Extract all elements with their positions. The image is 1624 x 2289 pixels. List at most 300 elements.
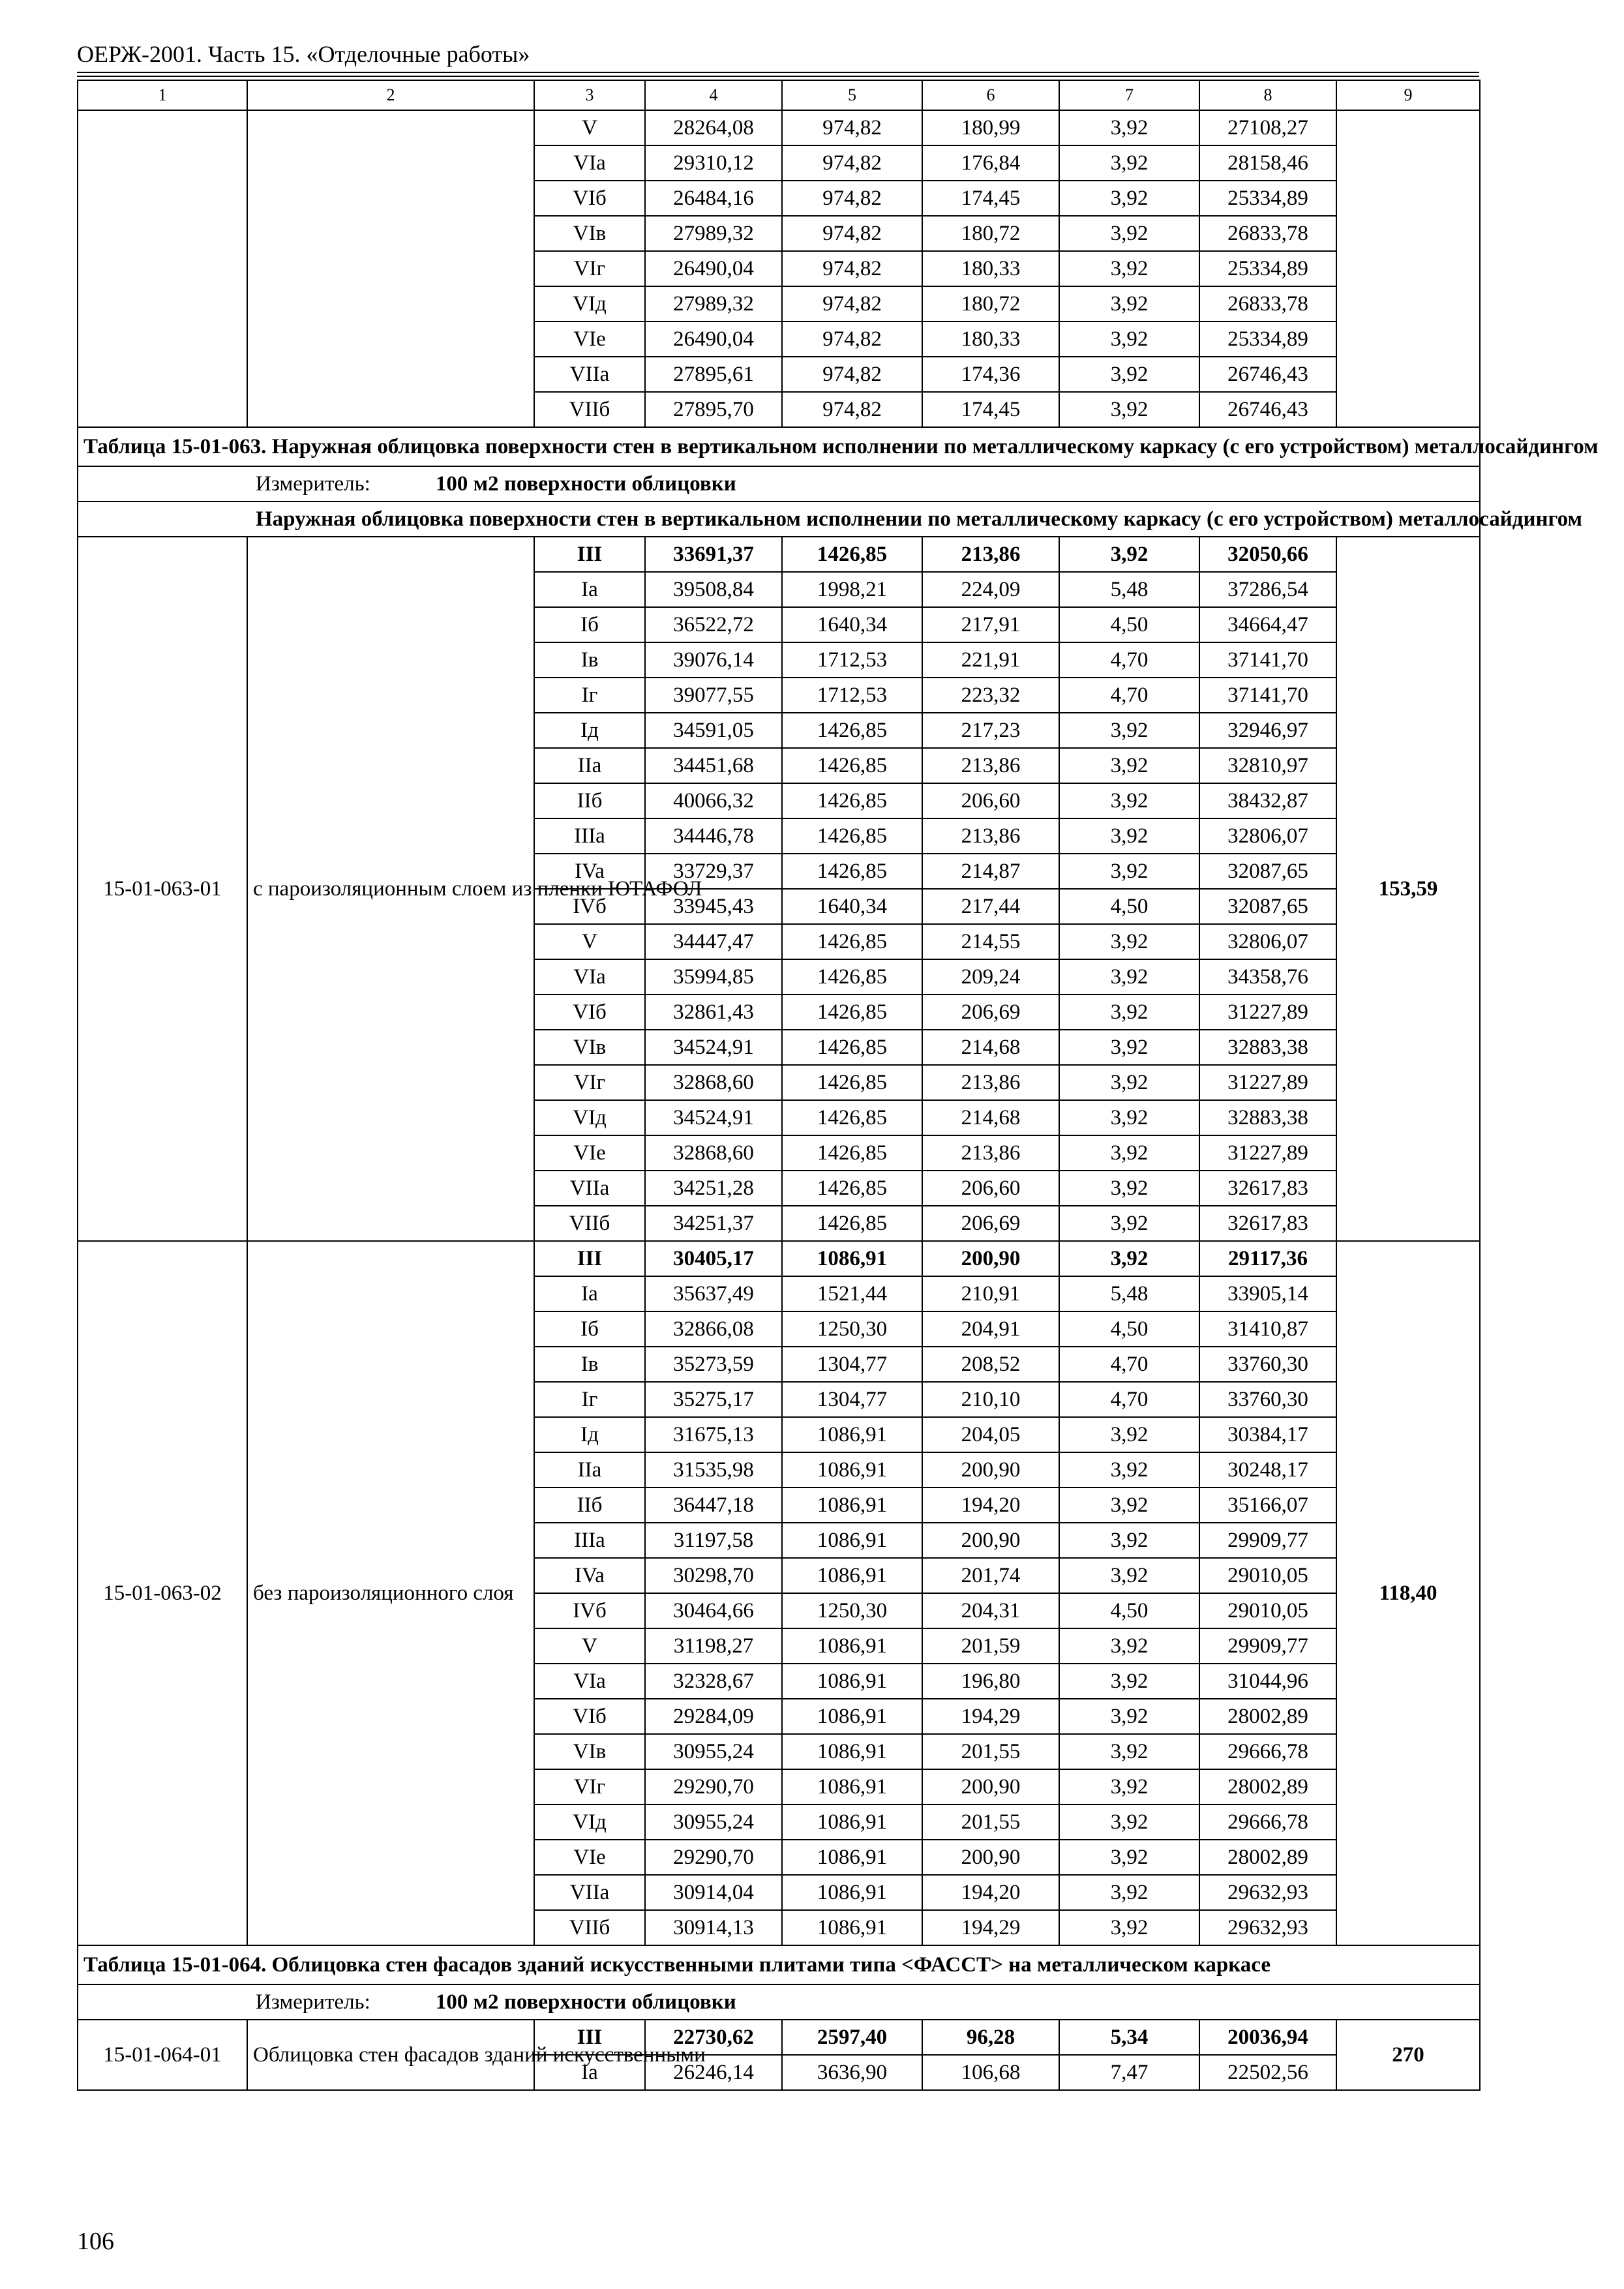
column-number: 4 bbox=[645, 80, 782, 110]
value-cell: 33905,14 bbox=[1199, 1276, 1336, 1311]
value-cell: 39077,55 bbox=[645, 678, 782, 713]
value-cell: 34447,47 bbox=[645, 924, 782, 959]
value-cell: 208,52 bbox=[922, 1347, 1059, 1382]
value-cell: 194,29 bbox=[922, 1910, 1059, 1945]
zone-cell: Iб bbox=[534, 607, 645, 642]
value-cell: 1426,85 bbox=[782, 1171, 922, 1206]
value-cell: 1086,91 bbox=[782, 1488, 922, 1523]
value-cell: 32806,07 bbox=[1199, 924, 1336, 959]
value-cell: 32868,60 bbox=[645, 1065, 782, 1100]
value-cell: 29310,12 bbox=[645, 145, 782, 181]
value-cell: 1086,91 bbox=[782, 1840, 922, 1875]
value-cell: 3,92 bbox=[1059, 1452, 1199, 1488]
zone-cell: VIe bbox=[534, 1840, 645, 1875]
value-cell: 34251,28 bbox=[645, 1171, 782, 1206]
zone-cell: VIa bbox=[534, 1664, 645, 1699]
value-cell: 29909,77 bbox=[1199, 1523, 1336, 1558]
value-cell: 37141,70 bbox=[1199, 678, 1336, 713]
value-cell: 174,45 bbox=[922, 181, 1059, 216]
value-cell: 3,92 bbox=[1059, 1804, 1199, 1840]
value-cell: 974,82 bbox=[782, 110, 922, 145]
value-cell: 29666,78 bbox=[1199, 1734, 1336, 1769]
value-cell: 22502,56 bbox=[1199, 2055, 1336, 2090]
value-cell: 3,92 bbox=[1059, 357, 1199, 392]
value-cell: 39508,84 bbox=[645, 572, 782, 607]
value-cell: 1426,85 bbox=[782, 537, 922, 572]
value-cell: 34524,91 bbox=[645, 1030, 782, 1065]
zone-cell: VIв bbox=[534, 1030, 645, 1065]
zone-cell: VIг bbox=[534, 1065, 645, 1100]
column-number: 2 bbox=[247, 80, 534, 110]
zone-cell: VIIa bbox=[534, 1171, 645, 1206]
value-cell: 3,92 bbox=[1059, 1769, 1199, 1804]
value-cell: 31675,13 bbox=[645, 1417, 782, 1452]
value-cell: 96,28 bbox=[922, 2020, 1059, 2055]
value-cell: 210,91 bbox=[922, 1276, 1059, 1311]
zone-cell: VIв bbox=[534, 216, 645, 251]
value-cell: 3,92 bbox=[1059, 1628, 1199, 1664]
value-cell: 32617,83 bbox=[1199, 1171, 1336, 1206]
value-cell: 1426,85 bbox=[782, 924, 922, 959]
value-cell: 3,92 bbox=[1059, 286, 1199, 322]
value-cell: 206,69 bbox=[922, 1206, 1059, 1241]
value-cell: 30405,17 bbox=[645, 1241, 782, 1276]
value-cell: 28264,08 bbox=[645, 110, 782, 145]
zone-cell: IIб bbox=[534, 1488, 645, 1523]
value-cell: 29010,05 bbox=[1199, 1558, 1336, 1593]
value-cell: 31198,27 bbox=[645, 1628, 782, 1664]
zone-cell: VIб bbox=[534, 181, 645, 216]
table-row bbox=[78, 1241, 1480, 1276]
value-cell: 7,47 bbox=[1059, 2055, 1199, 2090]
value-cell: 26833,78 bbox=[1199, 286, 1336, 322]
value-cell: 180,99 bbox=[922, 110, 1059, 145]
value-cell: 4,70 bbox=[1059, 642, 1199, 678]
value-cell: 27108,27 bbox=[1199, 110, 1336, 145]
zone-cell: VIд bbox=[534, 1100, 645, 1135]
value-cell: 34446,78 bbox=[645, 818, 782, 854]
zone-cell: III bbox=[534, 537, 645, 572]
value-cell: 29284,09 bbox=[645, 1699, 782, 1734]
value-cell: 3,92 bbox=[1059, 1030, 1199, 1065]
value-cell: 32883,38 bbox=[1199, 1030, 1336, 1065]
value-cell: 3,92 bbox=[1059, 1734, 1199, 1769]
value-cell: 206,60 bbox=[922, 1171, 1059, 1206]
value-cell: 974,82 bbox=[782, 216, 922, 251]
measure-row bbox=[78, 1984, 1480, 2020]
value-cell: 174,36 bbox=[922, 357, 1059, 392]
value-cell: 204,91 bbox=[922, 1311, 1059, 1347]
value-cell: 34524,91 bbox=[645, 1100, 782, 1135]
value-cell: 32883,38 bbox=[1199, 1100, 1336, 1135]
value-cell: 3,92 bbox=[1059, 145, 1199, 181]
value-cell: 201,55 bbox=[922, 1734, 1059, 1769]
zone-cell: VIe bbox=[534, 322, 645, 357]
column-number-row bbox=[78, 80, 1480, 110]
value-cell: 31197,58 bbox=[645, 1523, 782, 1558]
value-cell: 1426,85 bbox=[782, 959, 922, 995]
value-cell: 1426,85 bbox=[782, 1030, 922, 1065]
value-cell: 4,70 bbox=[1059, 678, 1199, 713]
value-cell: 3,92 bbox=[1059, 748, 1199, 783]
value-cell: 1086,91 bbox=[782, 1769, 922, 1804]
value-cell: 1426,85 bbox=[782, 748, 922, 783]
value-cell: 27989,32 bbox=[645, 286, 782, 322]
column-number: 6 bbox=[922, 80, 1059, 110]
value-cell: 5,48 bbox=[1059, 572, 1199, 607]
value-cell: 4,50 bbox=[1059, 1593, 1199, 1628]
measure-label: Измеритель: bbox=[256, 471, 370, 496]
value-cell: 29632,93 bbox=[1199, 1910, 1336, 1945]
value-cell: 200,90 bbox=[922, 1452, 1059, 1488]
value-cell: 4,50 bbox=[1059, 607, 1199, 642]
measure-value: 100 м2 поверхности облицовки bbox=[435, 471, 736, 496]
value-cell: 200,90 bbox=[922, 1523, 1059, 1558]
value-cell: 974,82 bbox=[782, 251, 922, 286]
zone-cell: III bbox=[534, 2020, 645, 2055]
zone-cell: VIIб bbox=[534, 392, 645, 427]
subheading-text: Наружная облицовка поверхности стен в вертикальном исполнении по металлическому каркасу (с его устройством) металлосайдингом bbox=[256, 507, 1582, 531]
value-cell: 27895,61 bbox=[645, 357, 782, 392]
value-cell: 39076,14 bbox=[645, 642, 782, 678]
zone-cell: III bbox=[534, 1241, 645, 1276]
value-cell: 1640,34 bbox=[782, 607, 922, 642]
column-number: 7 bbox=[1059, 80, 1199, 110]
value-cell: 4,70 bbox=[1059, 1382, 1199, 1417]
zone-cell: VIa bbox=[534, 959, 645, 995]
zone-cell: Ia bbox=[534, 2055, 645, 2090]
value-cell: 3636,90 bbox=[782, 2055, 922, 2090]
value-cell: 106,68 bbox=[922, 2055, 1059, 2090]
value-cell: 204,31 bbox=[922, 1593, 1059, 1628]
measure-row bbox=[78, 466, 1480, 501]
table-title: Таблица 15-01-064. Облицовка стен фасадов зданий искусственными плитами типа <ФАССТ> на металлическом каркасе bbox=[78, 1945, 1480, 1984]
value-cell: 1640,34 bbox=[782, 889, 922, 924]
zone-cell: VIг bbox=[534, 1769, 645, 1804]
value-cell: 1426,85 bbox=[782, 995, 922, 1030]
value-cell: 3,92 bbox=[1059, 1699, 1199, 1734]
rate-code: 15-01-064-01 bbox=[78, 2020, 247, 2090]
value-cell: 213,86 bbox=[922, 537, 1059, 572]
value-cell: 1712,53 bbox=[782, 642, 922, 678]
value-cell: 34591,05 bbox=[645, 713, 782, 748]
value-cell: 5,34 bbox=[1059, 2020, 1199, 2055]
value-cell: 28002,89 bbox=[1199, 1699, 1336, 1734]
value-cell: 214,55 bbox=[922, 924, 1059, 959]
value-cell: 29117,36 bbox=[1199, 1241, 1336, 1276]
value-cell: 3,92 bbox=[1059, 1664, 1199, 1699]
rate-code: 15-01-063-02 bbox=[78, 1241, 247, 1945]
value-cell: 34251,37 bbox=[645, 1206, 782, 1241]
value-cell: 223,32 bbox=[922, 678, 1059, 713]
zone-cell: V bbox=[534, 924, 645, 959]
value-cell: 3,92 bbox=[1059, 110, 1199, 145]
value-cell: 4,50 bbox=[1059, 1311, 1199, 1347]
zone-cell: VIIa bbox=[534, 357, 645, 392]
value-cell: 34664,47 bbox=[1199, 607, 1336, 642]
zone-cell: IIIa bbox=[534, 1523, 645, 1558]
value-cell: 210,10 bbox=[922, 1382, 1059, 1417]
value-cell: 974,82 bbox=[782, 392, 922, 427]
value-cell: 26833,78 bbox=[1199, 216, 1336, 251]
value-cell: 3,92 bbox=[1059, 1065, 1199, 1100]
value-cell: 32050,66 bbox=[1199, 537, 1336, 572]
column-9-value: 153,59 bbox=[1336, 537, 1480, 1241]
value-cell: 32328,67 bbox=[645, 1664, 782, 1699]
value-cell: 974,82 bbox=[782, 357, 922, 392]
zone-cell: V bbox=[534, 110, 645, 145]
value-cell: 3,92 bbox=[1059, 1523, 1199, 1558]
value-cell: 29632,93 bbox=[1199, 1875, 1336, 1910]
value-cell: 1086,91 bbox=[782, 1523, 922, 1558]
measure-line bbox=[78, 466, 1480, 501]
value-cell: 5,48 bbox=[1059, 1276, 1199, 1311]
value-cell: 22730,62 bbox=[645, 2020, 782, 2055]
value-cell: 31535,98 bbox=[645, 1452, 782, 1488]
zone-cell: IVa bbox=[534, 1558, 645, 1593]
rate-code bbox=[78, 110, 247, 427]
value-cell: 29666,78 bbox=[1199, 1804, 1336, 1840]
value-cell: 38432,87 bbox=[1199, 783, 1336, 818]
column-number: 8 bbox=[1199, 80, 1336, 110]
value-cell: 35994,85 bbox=[645, 959, 782, 995]
value-cell: 3,92 bbox=[1059, 924, 1199, 959]
value-cell: 30384,17 bbox=[1199, 1417, 1336, 1452]
value-cell: 180,72 bbox=[922, 216, 1059, 251]
value-cell: 36447,18 bbox=[645, 1488, 782, 1523]
zone-cell: Iг bbox=[534, 678, 645, 713]
value-cell: 3,92 bbox=[1059, 392, 1199, 427]
value-cell: 26484,16 bbox=[645, 181, 782, 216]
value-cell: 30464,66 bbox=[645, 1593, 782, 1628]
zone-cell: IIIa bbox=[534, 818, 645, 854]
value-cell: 3,92 bbox=[1059, 995, 1199, 1030]
value-cell: 4,70 bbox=[1059, 1347, 1199, 1382]
value-cell: 25334,89 bbox=[1199, 251, 1336, 286]
value-cell: 1086,91 bbox=[782, 1699, 922, 1734]
value-cell: 3,92 bbox=[1059, 1171, 1199, 1206]
value-cell: 1426,85 bbox=[782, 1135, 922, 1171]
value-cell: 20036,94 bbox=[1199, 2020, 1336, 2055]
value-cell: 224,09 bbox=[922, 572, 1059, 607]
value-cell: 176,84 bbox=[922, 145, 1059, 181]
value-cell: 31044,96 bbox=[1199, 1664, 1336, 1699]
value-cell: 34451,68 bbox=[645, 748, 782, 783]
value-cell: 1304,77 bbox=[782, 1382, 922, 1417]
value-cell: 3,92 bbox=[1059, 959, 1199, 995]
column-9-value: 270 bbox=[1336, 2020, 1480, 2090]
value-cell: 30955,24 bbox=[645, 1734, 782, 1769]
value-cell: 213,86 bbox=[922, 1135, 1059, 1171]
value-cell: 209,24 bbox=[922, 959, 1059, 995]
value-cell: 29290,70 bbox=[645, 1769, 782, 1804]
value-cell: 4,50 bbox=[1059, 889, 1199, 924]
header-rule-secondary bbox=[77, 76, 1479, 77]
value-cell: 974,82 bbox=[782, 322, 922, 357]
value-cell: 1426,85 bbox=[782, 1206, 922, 1241]
table-row bbox=[78, 2020, 1480, 2055]
value-cell: 35637,49 bbox=[645, 1276, 782, 1311]
value-cell: 196,80 bbox=[922, 1664, 1059, 1699]
value-cell: 36522,72 bbox=[645, 607, 782, 642]
column-9-value bbox=[1336, 110, 1480, 427]
zone-cell: VIд bbox=[534, 1804, 645, 1840]
zone-cell: VIa bbox=[534, 145, 645, 181]
value-cell: 3,92 bbox=[1059, 1417, 1199, 1452]
value-cell: 30914,13 bbox=[645, 1910, 782, 1945]
value-cell: 29010,05 bbox=[1199, 1593, 1336, 1628]
value-cell: 1250,30 bbox=[782, 1311, 922, 1347]
table-row bbox=[78, 537, 1480, 572]
zone-cell: VIe bbox=[534, 1135, 645, 1171]
value-cell: 3,92 bbox=[1059, 1875, 1199, 1910]
measure-line bbox=[78, 1984, 1480, 2020]
table-title-row bbox=[78, 427, 1480, 466]
zone-cell: VIв bbox=[534, 1734, 645, 1769]
value-cell: 26490,04 bbox=[645, 322, 782, 357]
value-cell: 30914,04 bbox=[645, 1875, 782, 1910]
zone-cell: VIIб bbox=[534, 1206, 645, 1241]
value-cell: 974,82 bbox=[782, 181, 922, 216]
rate-code: 15-01-063-01 bbox=[78, 537, 247, 1241]
value-cell: 1250,30 bbox=[782, 1593, 922, 1628]
value-cell: 3,92 bbox=[1059, 251, 1199, 286]
table-row bbox=[78, 110, 1480, 145]
column-9-value: 118,40 bbox=[1336, 1241, 1480, 1945]
page-number: 106 bbox=[77, 2228, 114, 2255]
value-cell: 28002,89 bbox=[1199, 1769, 1336, 1804]
value-cell: 1086,91 bbox=[782, 1875, 922, 1910]
value-cell: 3,92 bbox=[1059, 1910, 1199, 1945]
value-cell: 32868,60 bbox=[645, 1135, 782, 1171]
value-cell: 3,92 bbox=[1059, 1840, 1199, 1875]
value-cell: 221,91 bbox=[922, 642, 1059, 678]
value-cell: 217,44 bbox=[922, 889, 1059, 924]
value-cell: 3,92 bbox=[1059, 322, 1199, 357]
value-cell: 33760,30 bbox=[1199, 1347, 1336, 1382]
value-cell: 32087,65 bbox=[1199, 854, 1336, 889]
zone-cell: IIб bbox=[534, 783, 645, 818]
value-cell: 1086,91 bbox=[782, 1664, 922, 1699]
value-cell: 180,33 bbox=[922, 322, 1059, 357]
value-cell: 1086,91 bbox=[782, 1628, 922, 1664]
value-cell: 200,90 bbox=[922, 1769, 1059, 1804]
value-cell: 3,92 bbox=[1059, 1488, 1199, 1523]
zone-cell: VIIб bbox=[534, 1910, 645, 1945]
value-cell: 2597,40 bbox=[782, 2020, 922, 2055]
value-cell: 206,60 bbox=[922, 783, 1059, 818]
section-subheading bbox=[78, 501, 1582, 537]
zone-cell: Iг bbox=[534, 1382, 645, 1417]
rate-description: без пароизоляционного слоя bbox=[247, 1241, 534, 1945]
value-cell: 26746,43 bbox=[1199, 392, 1336, 427]
value-cell: 214,68 bbox=[922, 1100, 1059, 1135]
zone-cell: Ia bbox=[534, 572, 645, 607]
value-cell: 214,87 bbox=[922, 854, 1059, 889]
value-cell: 33691,37 bbox=[645, 537, 782, 572]
value-cell: 27895,70 bbox=[645, 392, 782, 427]
value-cell: 180,72 bbox=[922, 286, 1059, 322]
value-cell: 206,69 bbox=[922, 995, 1059, 1030]
value-cell: 29290,70 bbox=[645, 1840, 782, 1875]
zone-cell: VIг bbox=[534, 251, 645, 286]
zone-cell: IIa bbox=[534, 1452, 645, 1488]
value-cell: 27989,32 bbox=[645, 216, 782, 251]
zone-cell: V bbox=[534, 1628, 645, 1664]
value-cell: 1304,77 bbox=[782, 1347, 922, 1382]
table-title: Таблица 15-01-063. Наружная облицовка поверхности стен в вертикальном исполнении по металлическому каркасу (с его устройством) металлосайдингом bbox=[78, 427, 1480, 466]
value-cell: 213,86 bbox=[922, 818, 1059, 854]
value-cell: 1086,91 bbox=[782, 1734, 922, 1769]
value-cell: 26246,14 bbox=[645, 2055, 782, 2090]
value-cell: 3,92 bbox=[1059, 1135, 1199, 1171]
measure-label: Измеритель: bbox=[256, 1990, 370, 2014]
value-cell: 3,92 bbox=[1059, 181, 1199, 216]
value-cell: 201,55 bbox=[922, 1804, 1059, 1840]
value-cell: 1426,85 bbox=[782, 818, 922, 854]
value-cell: 33945,43 bbox=[645, 889, 782, 924]
value-cell: 31227,89 bbox=[1199, 1135, 1336, 1171]
value-cell: 180,33 bbox=[922, 251, 1059, 286]
value-cell: 213,86 bbox=[922, 1065, 1059, 1100]
value-cell: 3,92 bbox=[1059, 1241, 1199, 1276]
measure-value: 100 м2 поверхности облицовки bbox=[435, 1990, 736, 2014]
value-cell: 37141,70 bbox=[1199, 642, 1336, 678]
value-cell: 194,29 bbox=[922, 1699, 1059, 1734]
value-cell: 201,74 bbox=[922, 1558, 1059, 1593]
zone-cell: IVa bbox=[534, 854, 645, 889]
value-cell: 35275,17 bbox=[645, 1382, 782, 1417]
value-cell: 3,92 bbox=[1059, 713, 1199, 748]
value-cell: 3,92 bbox=[1059, 216, 1199, 251]
value-cell: 1712,53 bbox=[782, 678, 922, 713]
value-cell: 194,20 bbox=[922, 1488, 1059, 1523]
value-cell: 28158,46 bbox=[1199, 145, 1336, 181]
value-cell: 35166,07 bbox=[1199, 1488, 1336, 1523]
header-rule bbox=[77, 72, 1479, 73]
value-cell: 1426,85 bbox=[782, 713, 922, 748]
value-cell: 3,92 bbox=[1059, 1100, 1199, 1135]
value-cell: 1086,91 bbox=[782, 1804, 922, 1840]
value-cell: 30248,17 bbox=[1199, 1452, 1336, 1488]
zone-cell: Ia bbox=[534, 1276, 645, 1311]
subheading-row bbox=[78, 501, 1480, 537]
value-cell: 37286,54 bbox=[1199, 572, 1336, 607]
value-cell: 3,92 bbox=[1059, 783, 1199, 818]
column-number: 9 bbox=[1336, 80, 1480, 110]
value-cell: 31227,89 bbox=[1199, 995, 1336, 1030]
zone-cell: IVб bbox=[534, 889, 645, 924]
value-cell: 35273,59 bbox=[645, 1347, 782, 1382]
zone-cell: VIIa bbox=[534, 1875, 645, 1910]
value-cell: 1086,91 bbox=[782, 1241, 922, 1276]
value-cell: 25334,89 bbox=[1199, 181, 1336, 216]
zone-cell: IIa bbox=[534, 748, 645, 783]
value-cell: 32866,08 bbox=[645, 1311, 782, 1347]
value-cell: 213,86 bbox=[922, 748, 1059, 783]
value-cell: 34358,76 bbox=[1199, 959, 1336, 995]
value-cell: 1521,44 bbox=[782, 1276, 922, 1311]
value-cell: 31410,87 bbox=[1199, 1311, 1336, 1347]
running-header: ОЕРЖ-2001. Часть 15. «Отделочные работы» bbox=[77, 41, 530, 67]
value-cell: 1086,91 bbox=[782, 1558, 922, 1593]
value-cell: 32810,97 bbox=[1199, 748, 1336, 783]
value-cell: 217,23 bbox=[922, 713, 1059, 748]
value-cell: 30955,24 bbox=[645, 1804, 782, 1840]
value-cell: 1426,85 bbox=[782, 854, 922, 889]
value-cell: 32617,83 bbox=[1199, 1206, 1336, 1241]
value-cell: 1426,85 bbox=[782, 1065, 922, 1100]
